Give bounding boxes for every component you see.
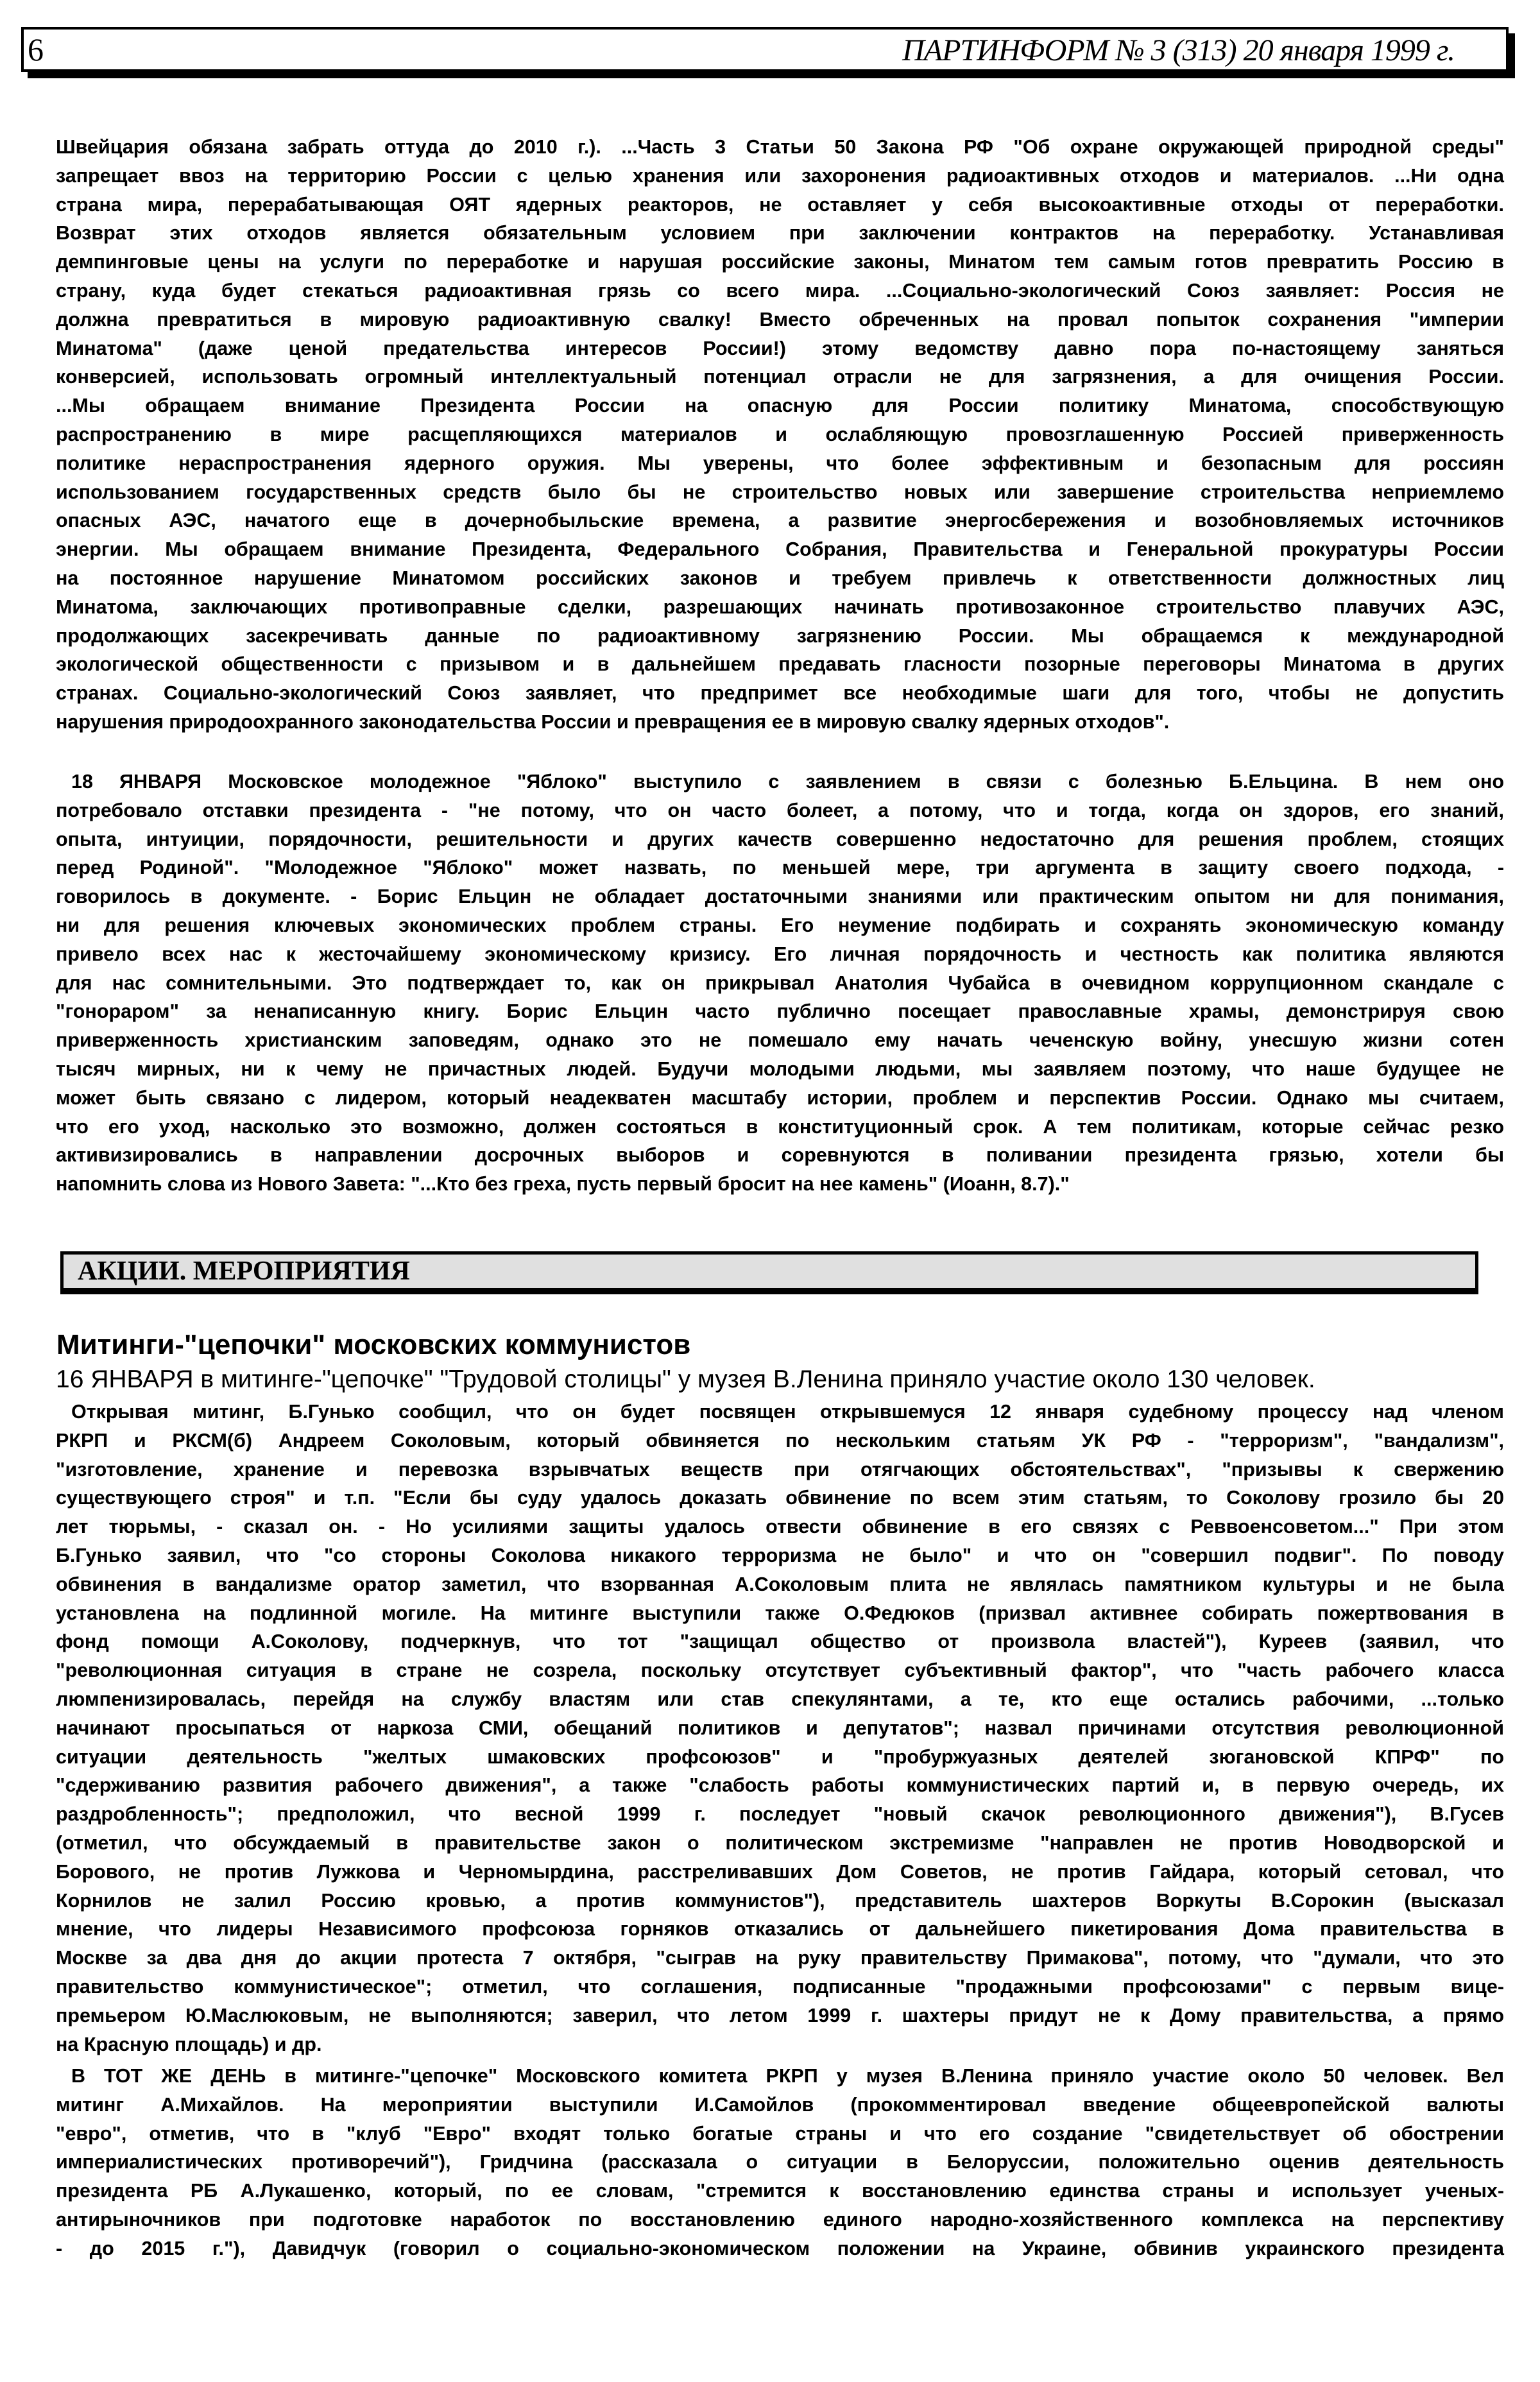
text-line: может быть связано с лидером, который неадекватен масштабу истории, проблем и перспектив России. Однако мы считаем, — [56, 1086, 1504, 1109]
text-line: страна мира, перерабатывающая ОЯТ ядерных реакторов, не оставляет у себя высокоактивные отходы от переработки. — [56, 193, 1504, 216]
text-line: на Красную площадь) и др. — [56, 2033, 322, 2055]
page-number: 6 — [28, 31, 44, 67]
text-line: для нас сомнительными. Это подтверждает то, как он прикрывал Анатолия Чубайса в очевидном коррупционном скандале с — [56, 972, 1504, 994]
text-line: установлена на подлинной могиле. На митинге выступили также О.Федюков (призвал активнее собирать пожертвования в — [56, 1602, 1504, 1624]
text-line: (отметил, что обсуждаемый в правительстве закон о политическом экстремизме "направлен не против Новодворской и — [56, 1831, 1504, 1854]
text-line: использованием государственных средств было бы не строительство новых или завершение строительства неприемлемо — [56, 481, 1504, 503]
text-line: Открывая митинг, Б.Гунько сообщил, что он будет посвящен открывшемуся 12 января судебному процессу над членом — [71, 1401, 1504, 1423]
page-header — [21, 27, 1509, 72]
text-line: "евро", отметив, что в "клуб "Евро" входят только богатые страны и что его создание "свидетельствует об обострении — [56, 2122, 1504, 2145]
text-line: существующего строя" и т.п. "Если бы суду удалось доказать обвинение по всем этим статьям, то Соколову грозило бы 20 — [56, 1487, 1504, 1509]
text-line: приверженность христианским заповедям, однако это не помешало ему начать чеченскую войну, унесшую жизни сотен — [56, 1029, 1504, 1052]
text-line: перед Родиной". "Молодежное "Яблоко" может назвать, по меньшей мере, три аргумента в защиту своего подхода, - — [56, 857, 1504, 879]
publication-title: ПАРТИНФОРМ № 3 (313) 20 января 1999 г. — [902, 33, 1455, 67]
text-line: потребовало отставки президента - "не потому, что он часто болеет, а потому, что и тогда, когда он здоров, его знаний, — [56, 799, 1504, 821]
text-line: фонд помощи А.Соколову, подчеркнув, что тот "защищал общество от произвола властей"), Куреев (заявил, что — [56, 1631, 1504, 1653]
text-line: опасных АЭС, начатого еще в дочернобыльские времена, а развитие энергосбережения и возобновляемых источников — [56, 510, 1504, 532]
paragraph-gunko-rally — [56, 1398, 1504, 2059]
text-line: напомнить слова из Нового Завета: "...Кто без греха, пусть первый бросит на нее камень" (Иоанн, 8.7)." — [56, 1173, 1070, 1195]
text-line: Б.Гунько заявил, что "со стороны Соколова никакого терроризма не было" и что он "совершил подвиг". По поводу — [56, 1544, 1504, 1566]
article-title: Митинги-"цепочки" московских коммунистов — [56, 1329, 691, 1360]
text-line: Минатома, заключающих противоправные сделки, разрешающих начинать противозаконное строительство плавучих АЭС, — [56, 596, 1504, 618]
text-line: говорилось в документе. - Борис Ельцин не обладает достаточными знаниями или практическим опытом ни для понимания, — [56, 886, 1504, 908]
text-line: Швейцария обязана забрать оттуда до 2010 г.). ...Часть 3 Статьи 50 Закона РФ "Об охране окружающей природной среды" — [56, 136, 1504, 158]
text-line: начинают просыпаться от наркоза СМИ, обещаний политиков и депутатов"; назвал причинами отсутствия революционной — [56, 1717, 1504, 1739]
text-line: Минатома" (даже ценой предательства интересов России!) этому ведомству давно пора по-настоящему заняться — [56, 337, 1504, 359]
text-line: Москве за два дня до акции протеста 7 октября, "сыграв на руку правительству Примакова", потому, что "думали, что это — [56, 1947, 1504, 1969]
text-line: В ТОТ ЖЕ ДЕНЬ в митинге-"цепочке" Московского комитета РКРП у музея В.Ленина приняло участие около 50 человек. Вел — [71, 2065, 1504, 2087]
text-line: Корнилов не залил Россию кровью, а против коммунистов"), представитель шахтеров Воркуты В.Сорокин (высказал — [56, 1889, 1504, 1912]
text-line: страну, куда будет стекаться радиоактивная грязь со всего мира. ...Социально-экологический Союз заявляет: Россия не — [56, 279, 1504, 302]
text-line: экологической общественности с призывом и в дальнейшем предавать гласности позорные переговоры Минатома в других — [56, 653, 1504, 676]
text-line: обвинения в вандализме оратор заметил, что взорванная А.Соколовым плита не являлась памятником культуры и не была — [56, 1573, 1504, 1595]
text-line: распространению в мире расщепляющихся материалов и ослабляющую провозглашенную Россией приверженность — [56, 423, 1504, 445]
text-line: ни для решения ключевых экономических проблем страны. Его неумение подбирать и сохранять экономическую команду — [56, 914, 1504, 936]
text-line: нарушения природоохранного законодательства России и превращения ее в мировую свалку ядерных отходов". — [56, 710, 1170, 733]
text-line: 18 ЯНВАРЯ Московское молодежное "Яблоко" выступило с заявлением в связи с болезнью Б.Ельцина. В нем оно — [71, 771, 1504, 793]
text-line: энергии. Мы обращаем внимание Президента, Федерального Собрания, Правительства и Генеральной прокуратуры России — [56, 538, 1504, 561]
text-line: демпинговые цены на услуги по переработке и нарушая российские законы, Минатом тем самым готов превратить Россию в — [56, 251, 1504, 273]
text-line: мнение, что лидеры Независимого профсоюза горняков отказались от дальнейшего пикетирования Дома правительства в — [56, 1918, 1504, 1941]
text-line: - до 2015 г."), Давидчук (говорил о социально-экономическом положении на Украине, обвинив украинского президента — [56, 2237, 1504, 2259]
text-line: митинг А.Михайлов. На мероприятии выступили И.Самойлов (прокомментировал введение общеевропейской валюты — [56, 2093, 1504, 2116]
text-line: раздробленность"; предположил, что весной 1999 г. последует "новый скачок революционного движения"), В.Гусев — [56, 1803, 1504, 1826]
section-heading: АКЦИИ. МЕРОПРИЯТИЯ — [78, 1256, 410, 1286]
text-line: привело всех нас к жесточайшему экономическому кризису. Его личная порядочность и честность как политика являются — [56, 943, 1504, 965]
text-line: на постоянное нарушение Минатомом российских законов и требуем привлечь к ответственности должностных лиц — [56, 567, 1504, 589]
paragraph-yabloko — [56, 767, 1504, 1199]
text-line: премьером Ю.Маслюковым, не выполняются; заверил, что летом 1999 г. шахтеры придут не к Дому правительства, а прямо — [56, 2004, 1504, 2026]
text-line: запрещает ввоз на территорию России с целью хранения или захоронения радиоактивных отходов и материалов. ...Ни одна — [56, 164, 1504, 187]
section-heading-box — [60, 1251, 1478, 1294]
text-line: президента РБ А.Лукашенко, который, по ее словам, "стремится к восстановлению единства страны и использует ученых- — [56, 2180, 1504, 2202]
text-line: Борового, не против Лужкова и Черномырдина, расстреливавших Дом Советов, не против Гайдара, который сетовал, что — [56, 1860, 1504, 1883]
text-line: "сдерживанию развития рабочего движения", а также "слабость работы коммунистических партий и, в первую очередь, их — [56, 1774, 1504, 1797]
article-subtitle: 16 ЯНВАРЯ в митинге-"цепочке" "Трудовой столицы" у музея В.Ленина приняло участие около 130 человек. — [56, 1366, 1315, 1393]
text-line: империалистических противоречий"), Гридчина (рассказала о ситуации в Белоруссии, положительно оценив деятельность — [56, 2151, 1504, 2173]
text-line: РКРП и РКСМ(б) Андреем Соколовым, который обвиняется по нескольким статьям УК РФ - "терроризм", "вандализм", — [56, 1429, 1504, 1452]
text-line: политике нераспространения ядерного оружия. Мы уверены, что более эффективным и безопасным для россиян — [56, 452, 1504, 474]
text-line: конверсией, использовать огромный интеллектуальный потенциал отрасли не для загрязнения, а для очищения России. — [56, 366, 1504, 388]
text-line: должна превратиться в мировую радиоактивную свалку! Вместо обреченных на провал попыток сохранения "империи — [56, 308, 1504, 330]
text-line: "изготовление, хранение и перевозка взрывчатых веществ при отягчающих обстоятельствах", "призывы к свержению — [56, 1458, 1504, 1480]
text-line: ситуации деятельность "желтых шмаковских профсоюзов" и "пробуржуазных деятелей зюгановской КПРФ" по — [56, 1745, 1504, 1768]
text-line: опыта, интуиции, порядочности, решительности и других качеств совершенно недостаточно для решения проблем, стоящих — [56, 828, 1504, 850]
text-line: что его уход, насколько это возможно, должен состояться в конституционный срок. А тем политикам, которые сейчас резко — [56, 1115, 1504, 1138]
text-line: тысяч мирных, ни к чему не причастных людей. Будучи молодыми людьми, мы заявляем поэтому, что наше будущее не — [56, 1058, 1504, 1080]
text-line: "революционная ситуация в стране не созрела, поскольку отсутствует субъективный фактор", что "часть рабочего класса — [56, 1659, 1504, 1682]
paragraph-minatom — [56, 133, 1504, 737]
text-line: правительство коммунистическое"; отметил, что соглашения, подписанные "продажными профсоюзами" с первым вице- — [56, 1975, 1504, 1998]
text-line: "гонораром" за ненаписанную книгу. Борис Ельцин часто публично посещает православные храмы, демонстрируя свою — [56, 1000, 1504, 1023]
text-line: активизировались в направлении досрочных выборов и соревнуются в поливании президента грязью, хотели бы — [56, 1144, 1504, 1167]
text-line: продолжающих засекречивать данные по радиоактивному загрязнению России. Мы обращаемся к международной — [56, 624, 1504, 647]
text-line: лет тюрьмы, - сказал он. - Но усилиями защиты удалось отвести обвинение в его связях с Реввоенсоветом..." При этом — [56, 1516, 1504, 1538]
text-line: странах. Социально-экологический Союз заявляет, что предпримет все необходимые шаги для того, чтобы не допустить — [56, 682, 1504, 705]
text-line: ...Мы обращаем внимание Президента России на опасную для России политику Минатома, способствующую — [56, 395, 1504, 417]
text-line: Возврат этих отходов является обязательным условием при заключении контрактов на переработку. Устанавливая — [56, 222, 1504, 244]
paragraph-rkrp-rally — [56, 2062, 1504, 2263]
text-line: люмпенизировалась, перейдя на службу властям или став спекулянтами, а те, кто еще остались рабочими, ...только — [56, 1688, 1504, 1710]
text-line: антирыночников при подготовке наработок по восстановлению единого народно-хозяйственного комплекса на перспективу — [56, 2208, 1504, 2231]
